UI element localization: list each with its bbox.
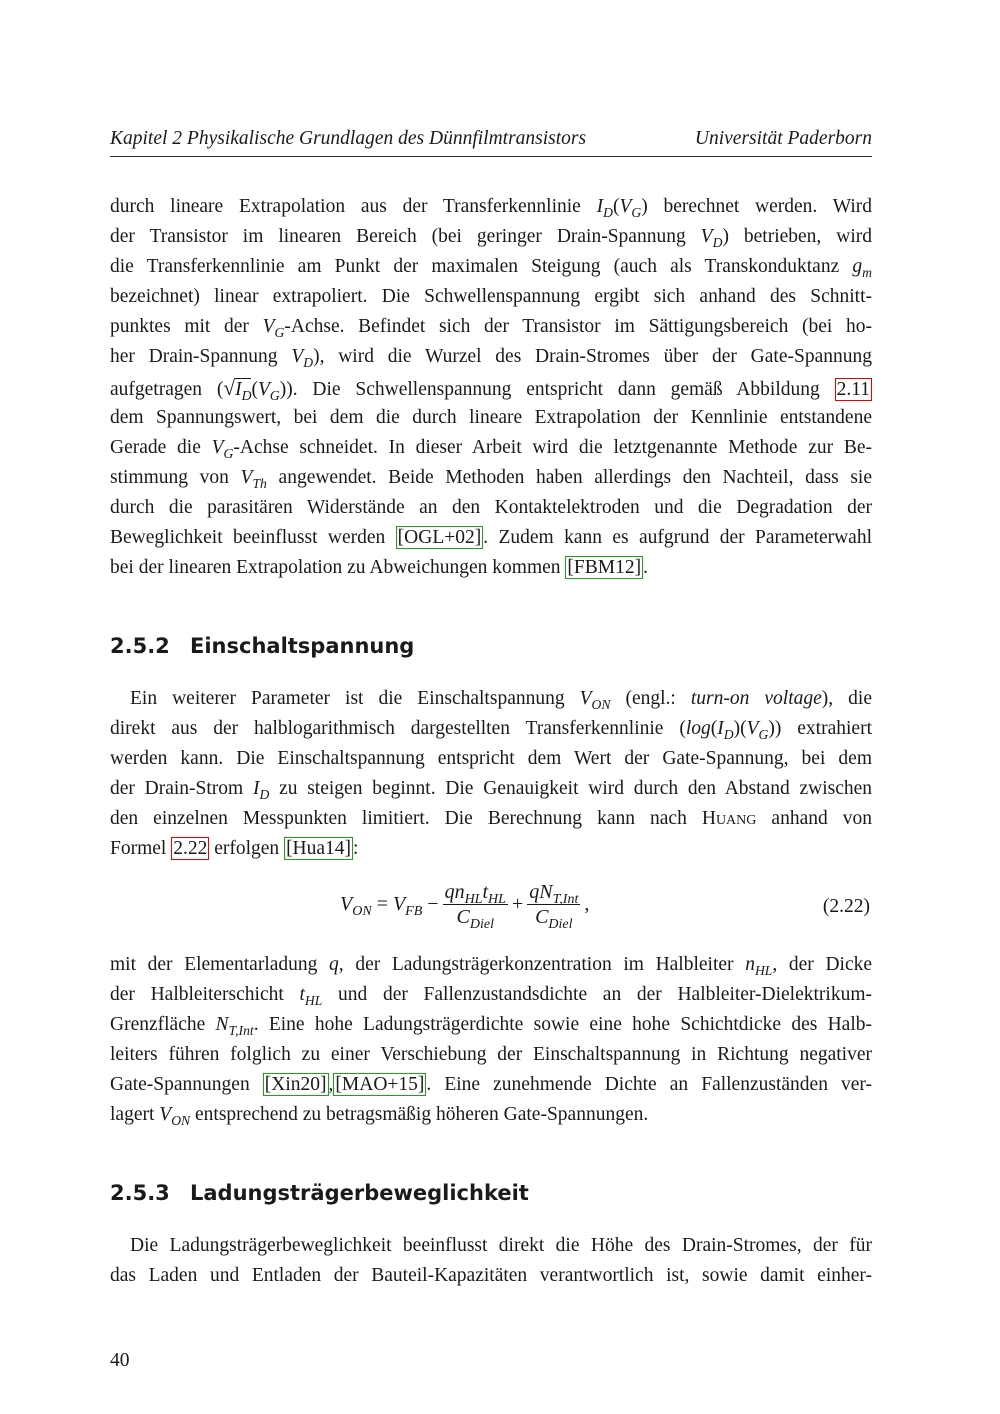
fraction: $\frac{qn_{HL}t_{HL}}{C_{Diel}}$ — [444, 881, 506, 932]
text-line: Gerade die $V_G$-Achse schneidet. In dieser Arbeit wird die letztgenannte Methode zur Be- — [110, 436, 872, 461]
citation-link[interactable]: [Hua14] — [286, 838, 352, 860]
citation-link[interactable]: [Xin20] — [264, 1074, 327, 1096]
section-title: Ladungsträgerbeweglichkeit — [190, 1181, 529, 1205]
text-line: der Drain-Strom $I_D$ zu steigen beginnt. Die Genauigkeit wird durch den Abstand zwischen — [110, 778, 873, 803]
text-line: dem Spannungswert, bei dem die durch lineare Extrapolation der Kennlinie entstandene — [110, 406, 872, 428]
text-line: durch die parasitären Widerstände an den Kontaktelektroden und die Degradation der — [110, 496, 872, 518]
section-heading — [110, 634, 414, 658]
equation-body: $V_{ON} = V_{FB}$ − $\frac{qn_{HL}t_{HL}}{C_{Diel}}$ + $\frac{qN_{T,Int}}{C_{Diel}}$ , — [340, 881, 590, 932]
text-line: Beweglichkeit beeinflusst werden [OGL+02] . Zudem kann es aufgrund der Parameterwahl — [110, 527, 873, 549]
text-line: die Transferkennlinie am Punkt der maximalen Steigung (auch als Transkonduktanz $g_m$ — [110, 256, 872, 280]
equation-2-22 — [340, 880, 880, 936]
text-line: Formel 2.22 erfolgen [Hua14] : — [110, 838, 359, 860]
text-line: der Halbleiterschicht $t_{HL}$ und der Fallenzustandsdichte an der Halbleiter-Dielektrikum- — [110, 984, 872, 1008]
header-chapter: Kapitel 2 Physikalische Grundlagen des Dünnfilmtransistors — [110, 128, 587, 149]
text-line: der Transistor im linearen Bereich (bei geringer Drain-Spannung $V_D$) betrieben, wird — [110, 226, 872, 250]
fraction: $\frac{qN_{T,Int}}{C_{Diel}}$ — [529, 881, 579, 932]
paragraph-turn-on-voltage — [110, 684, 872, 865]
paragraph-variables — [110, 950, 872, 1131]
text-line: direkt aus der halblogarithmisch dargestellten Transferkennlinie $(\log(I_D)(V_G))$ extrahiert — [110, 718, 872, 742]
author-name: Huang — [701, 808, 757, 830]
text-line: punktes mit der $V_G$-Achse. Befindet sich der Transistor im Sättigungsbereich (bei ho- — [110, 316, 872, 341]
text-line: her Drain-Spannung $V_D$), wird die Wurzel des Drain-Stromes über der Gate-Spannung — [110, 346, 872, 371]
text-line: Gate-Spannungen [Xin20] , [MAO+15] . Eine zunehmende Dichte an Fallenzuständen ver- — [110, 1074, 872, 1096]
text-line: leiters führen folglich zu einer Verschiebung der Einschaltspannung in Richtung negativer — [110, 1044, 872, 1066]
equation-reference-link[interactable]: 2.22 — [173, 838, 208, 860]
text-line: bezeichnet) linear extrapoliert. Die Schwellenspannung ergibt sich anhand des Schnitt- — [110, 286, 872, 308]
text-line: das Laden und Entladen der Bauteil-Kapazitäten verantwortlich ist, sowie damit einher- — [110, 1265, 872, 1287]
text-line: durch lineare Extrapolation aus der Transferkennlinie $I_D(V_G)$ berechnet werden. Wird — [110, 196, 872, 220]
citation-link[interactable]: [OGL+02] — [397, 527, 482, 549]
text-line: Ein weiterer Parameter ist die Einschaltspannung $V_{ON}$ (engl.: turn-on voltage), die — [130, 688, 872, 712]
section-number: 2.5.2 — [110, 634, 170, 658]
equation-number: (2.22) — [822, 896, 870, 917]
text-line: aufgetragen $(√I_D(V_G))$. Die Schwellenspannung entspricht dann gemäß Abbildung 2.11 — [110, 375, 870, 403]
section-number: 2.5.3 — [110, 1181, 170, 1205]
citation-link[interactable]: [MAO+15] — [335, 1074, 425, 1096]
text-line: lagert $V_{ON}$ entsprechend zu betragsmäßig höheren Gate-Spannungen. — [110, 1104, 649, 1129]
section-title: Einschaltspannung — [190, 634, 415, 658]
paragraph-threshold-extrapolation — [110, 192, 872, 583]
figure-reference-link[interactable]: 2.11 — [836, 378, 870, 400]
running-header — [110, 128, 872, 157]
text-line: stimmung von $V_{Th}$ angewendet. Beide Methoden haben allerdings den Nachteil, dass sie — [110, 466, 872, 491]
paragraph-mobility — [110, 1231, 872, 1291]
text-line: werden kann. Die Einschaltspannung entspricht dem Wert der Gate-Spannung, bei dem — [110, 748, 872, 770]
text-line: den einzelnen Messpunkten limitiert. Die Berechnung kann nach Huang anhand von — [110, 808, 873, 830]
text-line: Die Ladungsträgerbeweglichkeit beeinflusst direkt die Höhe des Drain-Stromes, der für — [130, 1235, 872, 1256]
page-number: 40 — [110, 1350, 130, 1371]
section-heading — [110, 1181, 529, 1205]
text-line: Grenzfläche $N_{T,Int}$. Eine hohe Ladungsträgerdichte sowie eine hohe Schichtdicke des Halb- — [110, 1014, 872, 1038]
header-university: Universität Paderborn — [694, 128, 872, 149]
citation-link[interactable]: [FBM12] — [567, 557, 642, 579]
text-line: bei der linearen Extrapolation zu Abweichungen kommen [FBM12] . — [110, 557, 648, 579]
text-line: mit der Elementarladung q, der Ladungsträgerkonzentration im Halbleiter $n_{HL}$, der Dicke — [110, 954, 872, 978]
